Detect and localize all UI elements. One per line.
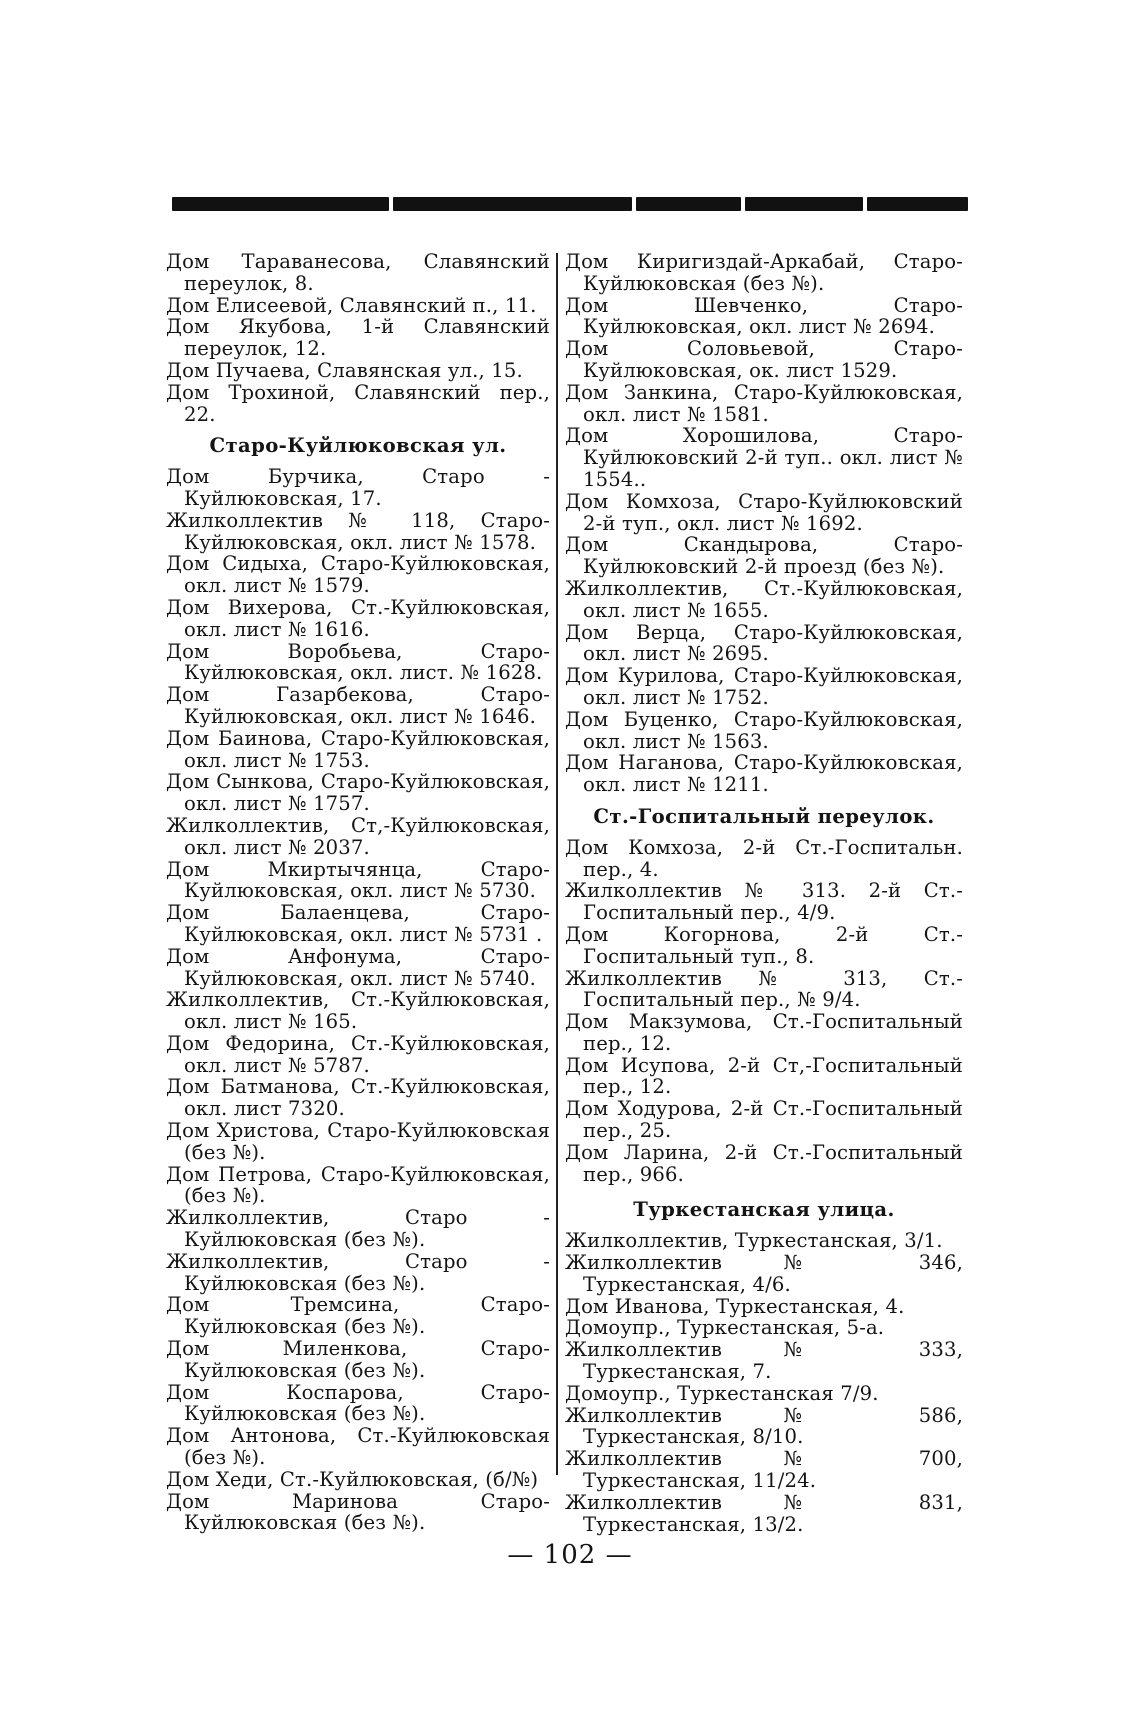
address-entry: Дом Христова, Старо-Куйлюковская (без №). [166, 1119, 550, 1164]
address-entry: Жилколлектив, Старо - Куйлюковская (без №). [166, 1249, 550, 1295]
section-heading: Ст.-Госпитальный переулок. [593, 804, 935, 828]
header-rule-segment [745, 197, 862, 211]
address-entry: Дом Трохиной, Славянский пер., 22. [166, 380, 550, 426]
section-heading: Старо-Куйлюковская ул. [209, 434, 507, 458]
address-entry: Жилколлектив № 831, Туркестанская, 13/2. [565, 1490, 963, 1536]
section-entries [565, 1230, 963, 1535]
address-entry: Жилколлектив № 118, Старо-Куйлюковская, окл. лист № 1578. [166, 508, 550, 554]
address-entry: Жилколлектив, Ст.-Куйлюковская, окл. лист № 165. [166, 988, 550, 1034]
address-entry: Дом Верца, Старо-Куйлюковская, окл. лист № 2695. [565, 620, 963, 666]
address-entry: Дом Батманова, Ст.-Куйлюковская, окл. лист 7320. [166, 1075, 550, 1121]
intro-entries [565, 251, 963, 796]
address-entry: Жилколлектив, Ст.-Куйлюковская, окл. лист № 1655. [565, 576, 963, 622]
address-entry: Дом Петрова, Старо-Куйлюковская, (без №). [166, 1162, 550, 1208]
address-entry: Дом Бурчика, Старо - Куйлюковская, 17. [166, 465, 550, 510]
header-rule-segment [172, 197, 389, 211]
address-entry: Дом Мкиртычянца, Старо-Куйлюковская, окл. лист № 5730. [166, 857, 550, 903]
right-column [565, 251, 963, 1535]
address-entry: Дом Наганова, Старо-Куйлюковская, окл. лист № 1211. [565, 751, 963, 797]
address-entry: Дом Коспарова, Старо-Куйлюковская (без №). [166, 1380, 550, 1426]
header-rule-segment [636, 197, 741, 211]
address-entry: Жилколлектив, Туркестанская, 3/1. [565, 1229, 943, 1253]
address-entry: Дом Занкина, Старо-Куйлюковская, окл. лист № 1581. [565, 380, 963, 426]
section-entries [166, 466, 550, 1534]
address-entry: Жилколлектив № 313. 2-й Ст.-Госпитальный пер., 4/9. [565, 879, 963, 925]
address-entry: Дом Антонова, Ст.-Куйлюковская (без №). [166, 1424, 550, 1470]
address-entry: Дом Иванова, Туркестанская, 4. [565, 1294, 905, 1318]
address-entry: Дом Ходурова, 2-й Ст.-Госпитальный пер., 25. [565, 1097, 963, 1143]
address-entry: Дом Сидыха, Старо-Куйлюковская, окл. лист № 1579. [166, 552, 550, 598]
address-entry: Дом Вихерова, Ст.-Куйлюковская, окл. лист № 1616. [166, 595, 550, 641]
page-number: — 102 — [507, 1540, 633, 1570]
address-entry: Дом Миленкова, Старо-Куйлюковская (без №). [166, 1337, 550, 1382]
address-entry: Домоупр., Туркестанская 7/9. [565, 1381, 879, 1405]
address-entry: Дом Ларина, 2-й Ст.-Госпитальный пер., 966. [565, 1140, 963, 1186]
address-entry: Дом Шевченко, Старо-Куйлюковская, окл. лист № 2694. [565, 293, 963, 339]
address-entry: Дом Скандырова, Старо-Куйлюковский 2-й проезд (без №). [565, 533, 963, 579]
section-heading: Туркестанская улица. [633, 1198, 895, 1222]
address-entry: Жилколлектив № 586, Туркестанская, 8/10. [565, 1403, 963, 1449]
address-entry: Дом Якубова, 1-й Славянский переулок, 12. [166, 315, 550, 361]
address-entry: Дом Исупова, 2-й Ст,-Госпитальный пер., 12. [565, 1053, 963, 1099]
address-entry: Дом Балаенцева, Старо-Куйлюковская, окл. лист № 5731 . [166, 901, 550, 946]
address-entry: Дом Федорина, Ст.-Куйлюковская, окл. лист № 5787. [166, 1031, 550, 1077]
address-entry: Жилколлектив № 333, Туркестанская, 7. [565, 1338, 963, 1384]
section-entries [565, 837, 963, 1186]
address-entry: Дом Киригиздай-Аркабай, Старо-Куйлюковская (без №). [565, 250, 963, 295]
address-entry: Дом Комхоза, 2-й Ст.-Госпитальн. пер., 4. [565, 835, 963, 881]
header-rule [172, 197, 968, 211]
address-entry: Жилколлектив № 700, Туркестанская, 11/24. [565, 1447, 963, 1493]
address-entry: Дом Хеди, Ст.-Куйлюковская, (б/№) [166, 1467, 539, 1491]
column-divider [556, 253, 558, 1475]
address-entry: Дом Баинова, Старо-Куйлюковская, окл. лист № 1753. [166, 726, 550, 772]
address-entry: Домоупр., Туркестанская, 5-а. [565, 1316, 885, 1340]
address-entry: Дом Маринова Старо-Куйлюковская (без №). [166, 1489, 550, 1535]
address-entry: Дом Тараванесова, Славянский переулок, 8. [166, 250, 550, 295]
address-entry: Дом Курилова, Старо-Куйлюковская, окл. лист № 1752. [565, 664, 963, 709]
address-entry: Дом Елисеевой, Славянский п., 11. [166, 293, 537, 317]
address-entry: Жилколлектив № 313, Ст.-Госпитальный пер., № 9/4. [565, 966, 963, 1012]
address-entry: Дом Сынкова, Старо-Куйлюковская, окл. лист № 1757. [166, 770, 550, 816]
address-entry: Жилколлектив, Старо - Куйлюковская (без №). [166, 1206, 550, 1252]
header-rule-segment [867, 197, 968, 211]
address-entry: Дом Воробьева, Старо-Куйлюковская, окл. лист. № 1628. [166, 639, 550, 685]
address-entry: Дом Пучаева, Славянская ул., 15. [166, 358, 523, 382]
address-entry: Дом Тремсина, Старо-Куйлюковская (без №). [166, 1293, 550, 1339]
address-entry: Жилколлектив № 346, Туркестанская, 4/6. [565, 1251, 963, 1296]
address-entry: Дом Макзумова, Ст.-Госпитальный пер., 12. [565, 1010, 963, 1055]
address-entry: Жилколлектив, Ст,-Куйлюковская, окл. лист № 2037. [166, 813, 550, 859]
address-entry: Дом Когорнова, 2-й Ст.-Госпитальный туп., 8. [565, 922, 963, 968]
address-entry: Дом Комхоза, Старо-Куйлюковский 2-й туп., окл. лист № 1692. [565, 489, 963, 535]
left-column [166, 251, 550, 1534]
address-entry: Дом Буценко, Старо-Куйлюковская, окл. лист № 1563. [565, 707, 963, 753]
address-entry: Дом Соловьевой, Старо-Куйлюковская, ок. лист 1529. [565, 337, 963, 382]
address-entry: Дом Газарбекова, Старо-Куйлюковская, окл. лист № 1646. [166, 683, 550, 728]
address-entry: Дом Анфонума, Старо-Куйлюковская, окл. лист № 5740. [166, 944, 550, 990]
header-rule-segment [393, 197, 632, 211]
address-entry: Дом Хорошилова, Старо-Куйлюковский 2-й туп.. окл. лист № 1554.. [565, 424, 963, 491]
intro-entries [166, 251, 550, 425]
